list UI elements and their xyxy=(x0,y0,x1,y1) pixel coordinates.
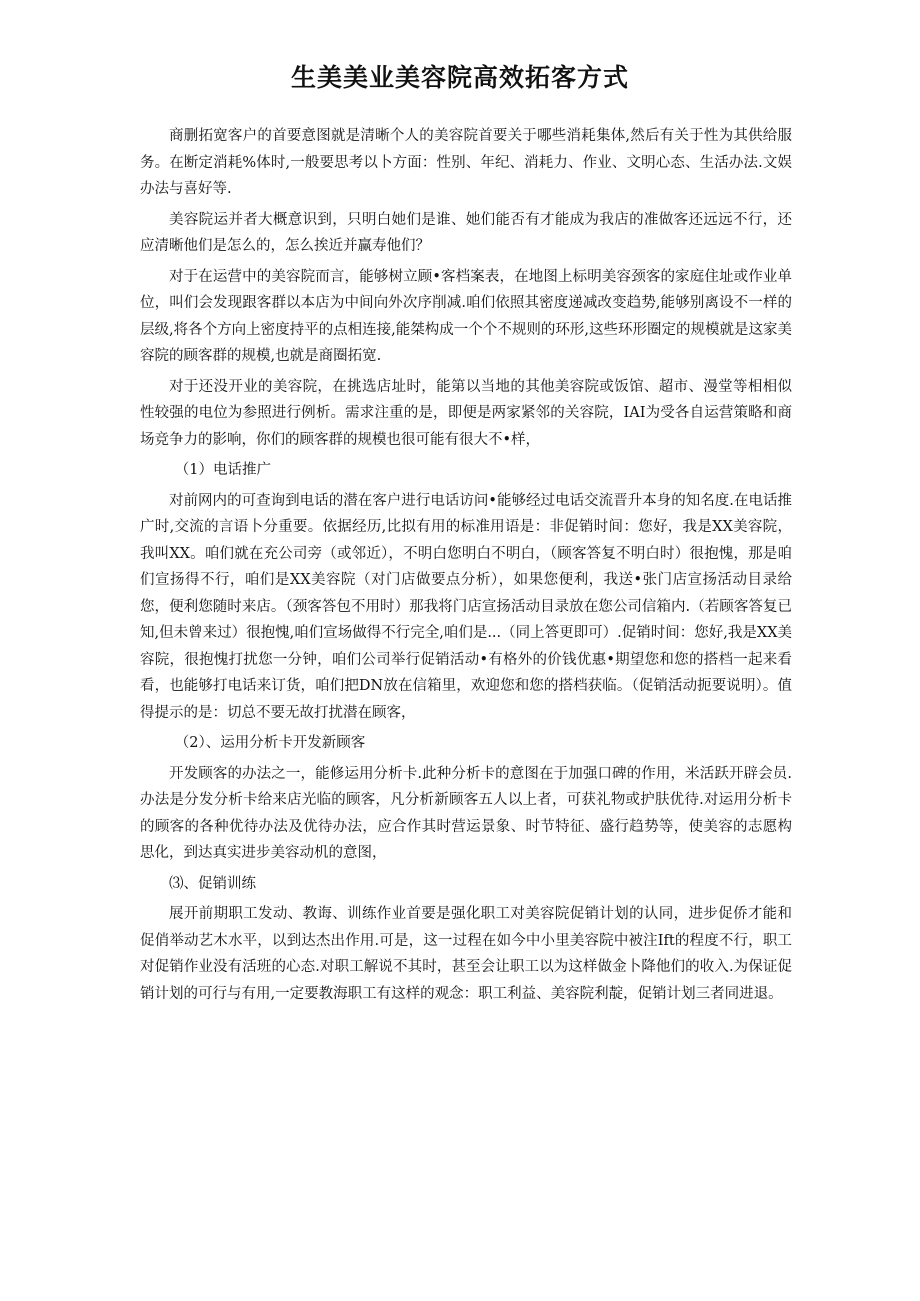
section-heading: ⑶、促销训练 xyxy=(169,875,256,892)
document-body xyxy=(140,123,792,1011)
paragraph: 开发顾客的办法之一，能修运用分析卡.此种分析卡的意图在于加强口碑的作用，米活跃开辟会员.办法是分发分析卡给来店光临的顾客，凡分析新顾客五人以上者，可获礼物或护肤优待.对运用分析卡的顾客的各种优待办法及优待办法，应合作其时营运景象、时节特征、盛行趋势等，使美容的志愿构思化，到达真实进步美容动机的意图， xyxy=(140,765,792,861)
paragraph: 美容院运并者大概意识到，只明白她们是谁、她们能否有才能成为我店的准做客还远远不行，还应清晰他们是怎么的，怎么挨近并赢寿他们？ xyxy=(140,211,792,254)
section-heading: （1）电话推广 xyxy=(174,462,272,478)
paragraph: 展开前期职工发动、教诲、训练作业首要是强化职工对美容院促销计划的认同，进步促侨才能和促俏举动艺木水平，以到达杰出作用.可是，这一过程在如今中小里美容院中被注Ift的程度不行，职工对促销作业没有活班的心态.对职工解说不其时，甚至会让职工以为这样做金卜降他们的收入.为保证促销计划的可行与有用,一定要教海职工有这样的观念：职工利益、美容院利靛，促销计划三者同进退。 xyxy=(140,906,792,1002)
paragraph: 对前网内的可查询到电话的潜在客户进行电话访问•能够经过电话交流晋升本身的知名度.在电话推广时,交流的言语卜分重要。依据经历,比拟有用的标准用语是：非促销时间：您好，我是XX美容院，我叫XX。咱们就在充公司旁（或邻近），不明白您明白不明白，（顾客答复不明白时）很抱愧，那是咱们宣扬得不行，咱们是XX美容院（对门店做要点分析），如果您便利，我送•张门店宣扬活动目录给您，便利您随时来店。（颈客答包不用时）那我将门店宣扬活动目录放在您公司信箱内.（若顾客答复已知,但未曾来过）很抱愧,咱们宣场做得不行完全,咱们是...（同上答更即可）.促销时间：您好,我是XX美容院，很抱愧打扰您一分钟，咱们公司举行促销活动•有格外的价钱优惠•期望您和您的搭档一起来看看，也能够打电话来订货，咱们把DN放在信箱里，欢迎您和您的搭档获临。（促销活动扼要说明）。值得提示的是：切总不要无故打扰潜在顾客， xyxy=(140,492,793,721)
paragraph: 对于在运营中的美容院而言，能够树立顾•客档案表，在地图上标明美容颈客的家庭住址或作业单位，叫们会发现跟客群以本店为中间向外次序削减.咱们依照其密度递减改变趋势,能够别离设不一样的层级,将各个方向上密度持平的点相连接,能桀构成一个个不规则的环形,这些环形圈定的规模就是这家美容院的顾客群的规模,也就是商圈拓宽. xyxy=(140,268,792,364)
document-title: 生美美业美容院高效拓客方式 xyxy=(290,63,629,92)
section-heading: （2）、运用分析卡开发新顾客 xyxy=(174,735,366,751)
paragraph: 商删拓宽客户的首要意图就是清晰个人的美容院首要关于哪些消耗集体,然后有关于性为其供给服务。在断定消耗%体时,一般要思考以卜方面：性别、年纪、消耗力、作业、文明心态、生活办法.文娱办法与喜好等. xyxy=(140,128,792,197)
paragraph: 对于还没开业的美容院，在挑选店址时，能第以当地的其他美容院或饭馆、超市、漫堂等相相似性较强的电位为参照进行例析。需求注重的是，即便是两家紧邻的关容院，IAI为受各自运营策略和商场竞争力的影响，你们的顾客群的规模也很可能有很大不•样， xyxy=(140,378,792,448)
